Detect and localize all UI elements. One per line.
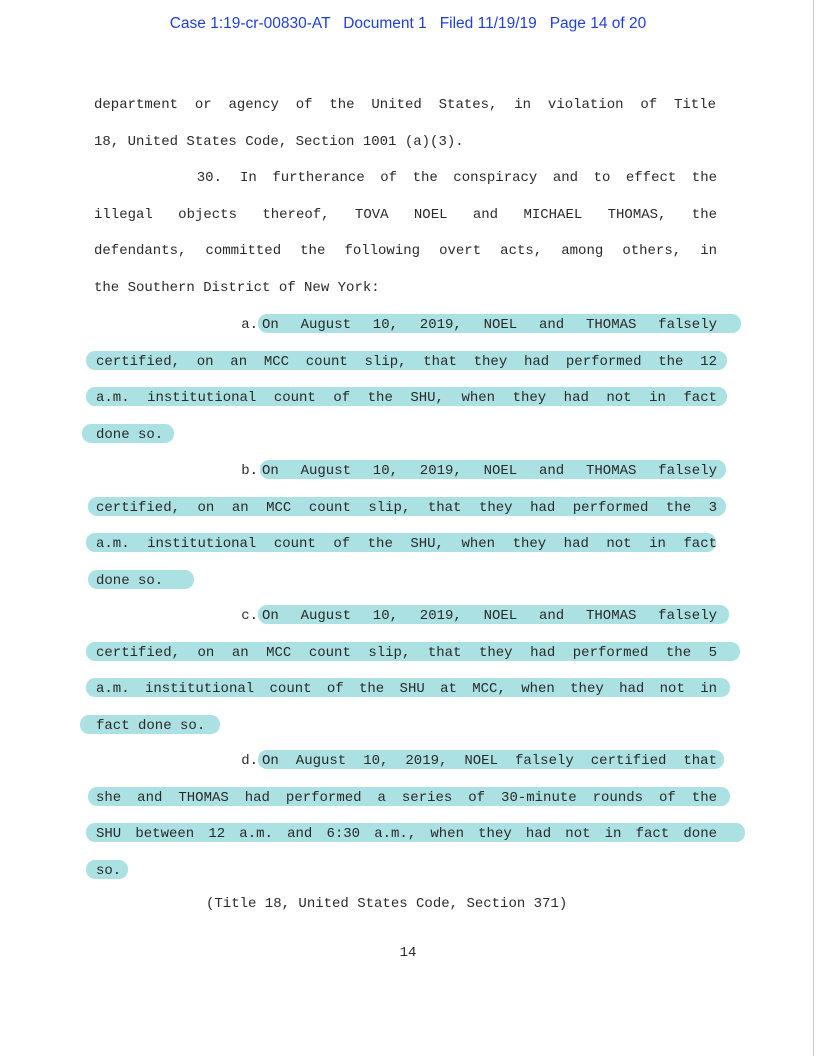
case-header <box>0 15 816 33</box>
text-line: so. <box>96 863 122 879</box>
text-line: On August 10, 2019, NOEL and THOMAS falsely <box>262 608 717 624</box>
text-line: SHU between 12 a.m. and 6:30 a.m., when they had not in fact done <box>96 826 717 842</box>
overt-act-label: b. <box>241 463 258 479</box>
text-line: 18, United States Code, Section 1001 (a)(3). <box>94 134 464 150</box>
page-edge <box>813 0 814 1056</box>
text-line: certified, on an MCC count slip, that they had performed the 5 <box>96 645 717 661</box>
text-line: a.m. institutional count of the SHU, when they had not in fact <box>96 536 717 552</box>
overt-act-label: a. <box>241 317 258 333</box>
statute-citation: (Title 18, United States Code, Section 371) <box>206 896 568 912</box>
document-number: Document 1 <box>343 15 427 32</box>
paragraph-number: 30. <box>196 170 222 186</box>
text-line: the Southern District of New York: <box>94 280 380 296</box>
page-number: 14 <box>399 945 417 961</box>
text-line: done so. <box>96 573 164 589</box>
text-line: she and THOMAS had performed a series of 30-minute rounds of the <box>96 790 717 806</box>
text-line: fact done so. <box>96 718 206 734</box>
text-line: On August 10, 2019, NOEL falsely certified that <box>262 753 717 769</box>
text-line: On August 10, 2019, NOEL and THOMAS falsely <box>262 463 717 479</box>
filed-date: Filed 11/19/19 <box>439 15 537 32</box>
text-line: certified, on an MCC count slip, that they had performed the 3 <box>96 500 717 516</box>
page-indicator: Page 14 of 20 <box>549 15 647 32</box>
overt-act-label: d. <box>241 753 258 769</box>
text-line: On August 10, 2019, NOEL and THOMAS falsely <box>262 317 717 333</box>
text-line: In furtherance of the conspiracy and to effect the <box>240 170 717 186</box>
text-line: department or agency of the United States, in violation of Title <box>94 97 716 113</box>
text-line: a.m. institutional count of the SHU, when they had not in fact <box>96 390 717 406</box>
text-line: defendants, committed the following overt acts, among others, in <box>94 243 717 259</box>
text-line: done so. <box>96 427 164 443</box>
text-line: certified, on an MCC count slip, that they had performed the 12 <box>96 354 717 370</box>
case-number: Case 1:19-cr-00830-AT <box>169 15 331 32</box>
text-line: a.m. institutional count of the SHU at MCC, when they had not in <box>96 681 717 697</box>
overt-act-label: c. <box>241 608 258 624</box>
text-line: illegal objects thereof, TOVA NOEL and MICHAEL THOMAS, the <box>94 207 717 223</box>
